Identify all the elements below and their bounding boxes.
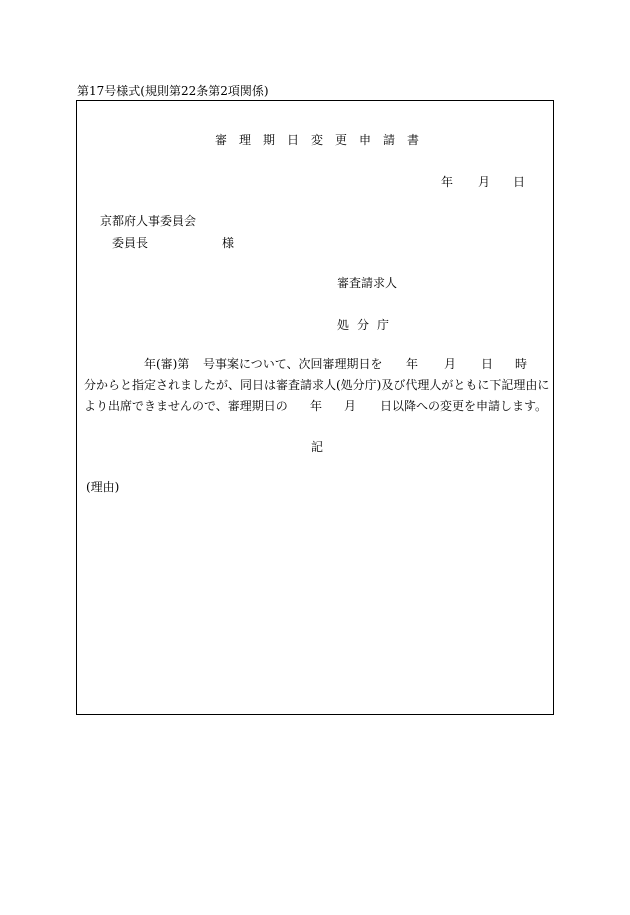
body-hearing-hour: 時 xyxy=(515,357,528,371)
body-change-month: 月 xyxy=(344,399,357,413)
body-case-year: 年(審)第 xyxy=(144,357,190,371)
addressee-organization: 京都府人事委員会 xyxy=(100,214,197,228)
body-hearing-year: 年 xyxy=(406,357,419,371)
body-change-year: 年 xyxy=(310,399,323,413)
body-line-3-end: 日以降への変更を申請します。 xyxy=(380,399,548,413)
document-title: 審理期日変更申請書 xyxy=(215,133,432,147)
ki-heading: 記 xyxy=(311,440,324,454)
date-day-label: 日 xyxy=(513,175,526,189)
addressee-role: 委員長 xyxy=(112,236,149,250)
date-month-label: 月 xyxy=(478,175,491,189)
reason-label: (理由) xyxy=(86,480,120,494)
form-number: 第17号様式(規則第22条第2項関係) xyxy=(77,84,269,98)
body-case-number-text: 号事案について、次回審理期日を xyxy=(203,357,383,371)
body-line-2: 分からと指定されましたが、同日は審査請求人(処分庁)及び代理人がともに下記理由に xyxy=(84,378,550,392)
body-hearing-day: 日 xyxy=(481,357,494,371)
agency-label: 処分庁 xyxy=(337,318,398,332)
body-hearing-month: 月 xyxy=(444,357,457,371)
date-year-label: 年 xyxy=(441,175,454,189)
addressee-honorific: 様 xyxy=(222,236,235,250)
body-line-3-start: より出席できませんので、審理期日の xyxy=(84,399,288,413)
requester-label: 審査請求人 xyxy=(337,276,398,290)
